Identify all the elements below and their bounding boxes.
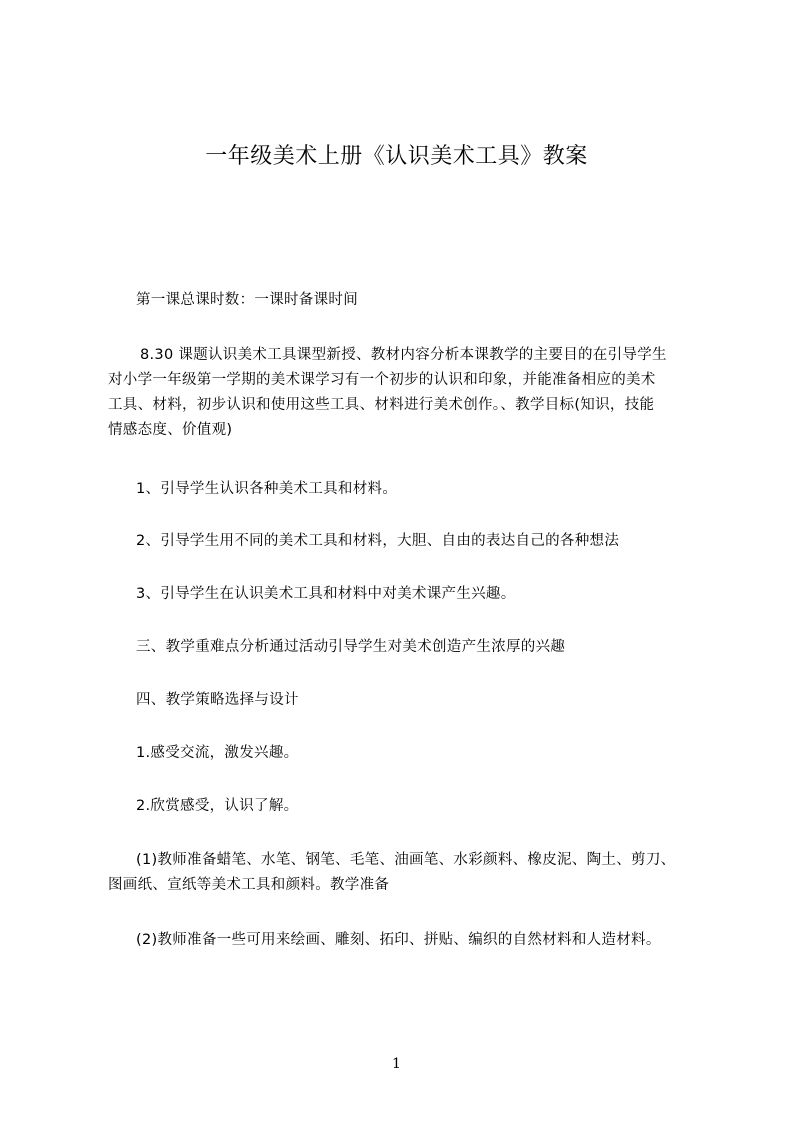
paragraph-strategy-heading xyxy=(136,688,736,713)
paragraph-preparation-1 xyxy=(108,848,708,898)
paragraph-line: 第一课总课时数：一课时备课时间 xyxy=(136,292,358,308)
paragraph-line: 2.欣赏感受，认识了解。 xyxy=(136,798,299,814)
paragraph-line: 3、引导学生在认识美术工具和材料中对美术课产生兴趣。 xyxy=(136,586,516,602)
paragraph-preparation-2 xyxy=(136,928,736,953)
page-number: 1 xyxy=(392,1056,401,1072)
paragraph-line: 情感态度、价值观) xyxy=(108,422,233,438)
paragraph-line: (2)教师准备一些可用来绘画、雕刻、拓印、拼贴、编织的自然材料和人造材料。 xyxy=(136,932,661,948)
paragraph-lesson-analysis xyxy=(108,343,708,443)
paragraph-line: 四、教学策略选择与设计 xyxy=(136,692,299,708)
paragraph-line: 对小学一年级第一学期的美术课学习有一个初步的认识和印象，并能准备相应的美术 xyxy=(108,372,656,388)
paragraph-line: (1)教师准备蜡笔、水笔、钢笔、毛笔、油画笔、水彩颜料、橡皮泥、陶土、剪刀、 xyxy=(136,852,676,868)
paragraph-lesson-info xyxy=(136,288,736,313)
paragraph-line: 8.30 课题认识美术工具课型新授、教材内容分析本课教学的主要目的在引导学生 xyxy=(140,347,667,363)
paragraph-line: 图画纸、宣纸等美术工具和颜料。教学准备 xyxy=(108,877,390,893)
document-title: 一年级美术上册《认识美术工具》教案 xyxy=(205,144,588,169)
paragraph-line: 1、引导学生认识各种美术工具和材料。 xyxy=(136,481,398,497)
paragraph-objective-3 xyxy=(136,582,736,607)
paragraph-strategy-2 xyxy=(136,794,736,819)
paragraph-objective-1 xyxy=(136,477,736,502)
paragraph-line: 2、引导学生用不同的美术工具和材料，大胆、自由的表达自己的各种想法 xyxy=(136,533,620,549)
paragraph-line: 1.感受交流，激发兴趣。 xyxy=(136,745,299,761)
paragraph-key-points xyxy=(136,635,736,660)
paragraph-objective-2 xyxy=(136,529,736,554)
paragraph-strategy-1 xyxy=(136,741,736,766)
paragraph-line: 三、教学重难点分析通过活动引导学生对美术创造产生浓厚的兴趣 xyxy=(136,639,566,655)
paragraph-line: 工具、材料，初步认识和使用这些工具、材料进行美术创作。、教学目标(知识，技能 xyxy=(108,397,655,413)
